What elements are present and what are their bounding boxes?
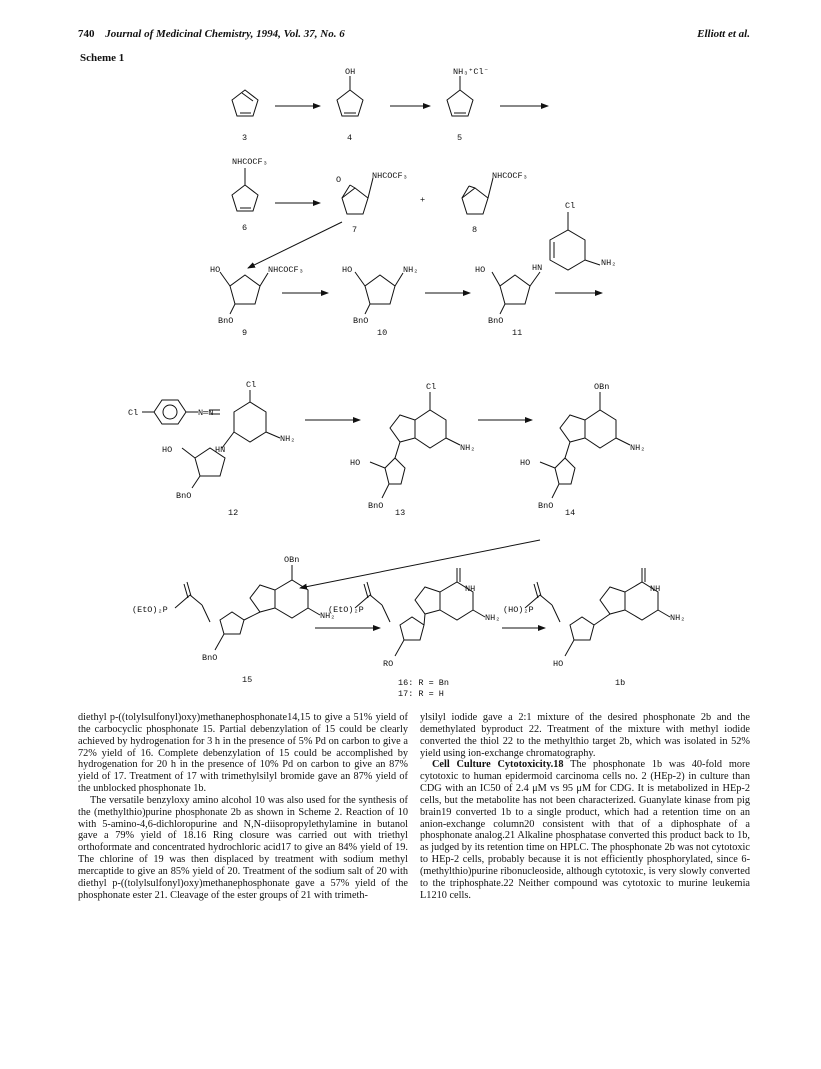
label-obn: OBn [284,555,300,565]
label-plus: + [420,195,426,205]
cyclopentenol-4 [337,76,363,116]
azo-dye-12 [142,390,280,488]
label-nh2: NH₂ [485,613,501,623]
label-hn: HN [532,263,543,273]
label-nh: NH [650,584,661,594]
compound-number: 11 [512,328,523,338]
label-ho: HO [162,445,173,455]
amino-alcohol-9 [220,272,268,314]
label-ho: HO [553,659,564,669]
phosphonate-15 [175,565,320,650]
compound-number: 5 [457,133,463,143]
chloropurine-13 [370,392,460,498]
epoxide-7 [342,178,373,214]
label-ho: HO [350,458,361,468]
arrow [248,222,342,268]
label-nhcocf3: NHCOCF₃ [232,157,268,167]
label-nhcocf3: NHCOCF₃ [372,171,408,181]
compound-number: 6 [242,223,248,233]
paragraph [420,759,750,901]
label-nhcocf3: NHCOCF₃ [492,171,528,181]
amide-6 [232,168,258,211]
running-header [78,28,750,44]
body-column-left [78,712,408,902]
compound-number: 12 [228,508,239,518]
compound-number: 4 [347,133,353,143]
label-bno: BnO [368,501,384,511]
label-ho2p: (HO)₂P [503,605,534,615]
label-bno: BnO [202,653,218,663]
compound-number: 7 [352,225,358,235]
compound-number: 8 [472,225,478,235]
phosphonate-16-17 [355,568,485,656]
compound-number: 9 [242,328,248,338]
label-bno: BnO [353,316,369,326]
cyclopentenylamine-5 [447,76,473,116]
compound-number: 10 [377,328,388,338]
epoxide-8 [462,178,493,214]
label-nh: NH [465,584,476,594]
label-nh2: NH₂ [670,613,686,623]
label-bno: BnO [176,491,192,501]
amino-alcohol-10 [355,272,403,314]
label-hn: HN [215,445,226,455]
compound-number: 17: R = H [398,689,444,699]
label-nhcocf3: NHCOCF₃ [268,265,304,275]
label-ho: HO [210,265,221,275]
paragraph: The versatile benzyloxy amino alcohol 10 was also used for the synthesis of the (methylthio)purine phosphonate 2b as shown in Scheme 2. Reaction of 10 with 5-amino-4,6-dichloropurine and N,N-diisopropylethylamine in butanol gave a 79% yield of 18.16 Ring closure was carried out with triethyl orthoformate and concentrated hydrochloric acid17 to give an 84% yield of 19. The chlorine of 19 was then displaced by treatment with sodium methyl mercaptide to give an 85% yield of 20. Treatment of the sodium salt of 20 with diethyl p-((tolylsulfonyl)oxy)methanephosphonate gave a 57% yield of the phosphonate ester 21. Cleavage of the ester groups of 21 with trimeth- [78,794,408,901]
label-nh2: NH₂ [601,258,617,268]
label-oh: OH [345,67,356,77]
label-nh2: NH₂ [403,265,419,275]
label-ro: RO [383,659,394,669]
label-o: O [336,175,342,185]
cyclopentadiene-3 [232,90,258,116]
label-nh2: NH₂ [630,443,646,453]
compound-number: 14 [565,508,576,518]
journal-citation: Journal of Medicinal Chemistry, 1994, Vol. 37, No. 6 [105,28,345,40]
label-nh2: NH₂ [460,443,476,453]
label-obn: OBn [594,382,610,392]
paragraph: diethyl p-((tolylsulfonyl)oxy)methanephosphonate14,15 to give a 51% yield of the carbocyclic phosphonate 15. Partial debenzylation of 15 could be clearly achieved by hydrogenation for 3 h in the presence of 5% Pd on carbon to give a 72% yield of 16. Complete debenzylation of 15 could be accomplished by hydrogenation for 20 h in the presence of 10% Pd on carbon to give an 87% yield of 17. Treatment of 17 with trimethylsilyl bromide gave an 87% yield of the unblocked phosphonate 1b. [78,712,408,795]
compound-number: 15 [242,675,253,685]
benzyloxypurine-14 [540,392,630,498]
label-nh2: NH₂ [320,611,336,621]
author-line: Elliott et al. [697,28,750,40]
compound-number: 1b [615,678,626,688]
page-number: 740 [78,28,95,40]
section-text: The phosphonate 1b was 40-fold more cytotoxic to human epidermoid carcinoma cells no. 2 (HEp-2) in culture than CDG with an IC50 of 2.4 μM vs 95 μM for CDG. It is metabolized in HEp-2 cells, but the metabolite has not been characterized. Guanylate kinase from pig brain19 converted 1b to a single product, which had a retention time on an anion-exchange column20 consistent with that of a diphosphate of a phosphonate analog.21 Alkaline phosphatase converted this product back to 1b, as judged by its retention time on HPLC. The phosphonate 2b was not cytotoxic to HEp-2 cells, probably because it is not efficiently phosphorylated, since 6-(methylthio)purine ribonucleoside, although cytotoxic, is very slowly converted to the triphosphate.22 Neither compound was cytotoxic to murine leukemia L1210 cells. [420,759,750,901]
label-nh2: NH₂ [280,434,296,444]
label-ammonium: NH₃⁺Cl⁻ [453,67,489,77]
label-bno: BnO [218,316,234,326]
arrow [300,540,540,588]
compound-number: 3 [242,133,248,143]
section-heading: Cell Culture Cytotoxicity.18 [432,759,564,771]
label-cl: Cl [426,382,437,392]
label-cl: Cl [128,408,139,418]
carbocyclic-phosphonate-1b [525,568,670,656]
label-bno: BnO [538,501,554,511]
label-cl: Cl [565,201,576,211]
label-ho: HO [475,265,486,275]
body-column-right [420,712,750,902]
label-eto2p: (EtO)₂P [328,605,364,615]
compound-number: 16: R = Bn [398,678,450,688]
label-bno: BnO [488,316,504,326]
label-cl: Cl [246,380,257,390]
label-ho: HO [342,265,353,275]
compound-number: 13 [395,508,406,518]
label-eto2p: (EtO)₂P [132,605,168,615]
paragraph: ylsilyl iodide gave a 2:1 mixture of the desired phosphonate 2b and the demethylated byproduct 22. Treatment of the mixture with methyl iodide converted the thiol 22 to the methylthio target 2b, which was isolated in 52% yield using ion-exchange chromatography. [420,712,750,759]
label-azo: N═N [198,408,214,418]
label-ho: HO [520,458,531,468]
pyrimidine-11 [492,212,600,314]
reaction-scheme [70,60,760,700]
scheme-title: Scheme 1 [80,52,125,64]
